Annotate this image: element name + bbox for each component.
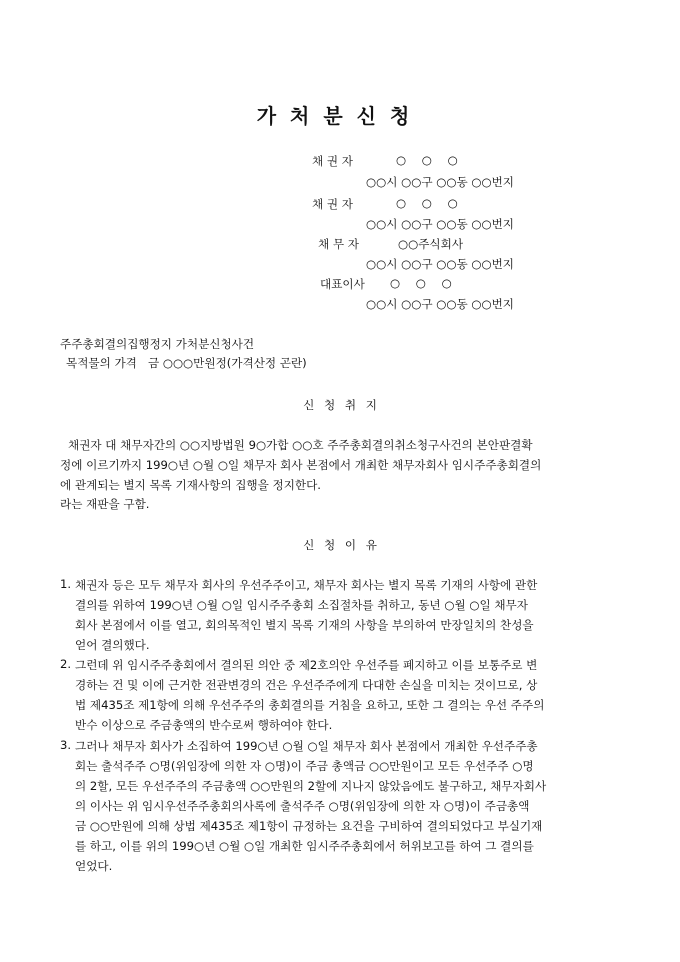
party-address-creditor-1: ○○시 ○○구 ○○동 ○○번지 xyxy=(366,175,514,189)
party-label-creditor-1: 채 권 자 xyxy=(312,154,353,168)
reason-number: 3. xyxy=(60,738,72,752)
reason-line: 회사 본점에서 이를 열고, 회의목적인 별지 목록 기재의 사항을 부의하여 만장일치의 찬성을 xyxy=(75,618,534,632)
reason-line: 결의를 위하여 199○년 ○월 ○일 임시주주총회 소집절차를 취하고, 동년 ○월 ○일 채무자 xyxy=(75,598,528,612)
reason-line: 의 2할, 모든 우선주주의 주금총액 ○○만원의 2할에 지나지 않았음에도 불구하고, 채무자회사 xyxy=(75,779,547,793)
purpose-line: 라는 재판을 구함. xyxy=(60,497,150,511)
reason-line: 금 ○○만원에 의해 상법 제435조 제1항이 규정하는 요건을 구비하여 결의되었다고 부실기재 xyxy=(75,819,543,833)
reason-line: 그런데 위 임시주주총회에서 결의된 의안 중 제2호의안 우선주를 폐지하고 이를 보통주로 변 xyxy=(75,658,538,672)
reason-line: 얻었다. xyxy=(75,859,113,873)
reason-number: 1. xyxy=(60,577,72,591)
reason-number: 2. xyxy=(60,657,72,671)
purpose-line: 정에 이르기까지 199○년 ○월 ○일 채무자 회사 본점에서 개최한 채무자회사 임시주주총회결의 xyxy=(60,458,542,472)
party-label-debtor: 채 무 자 xyxy=(318,237,359,251)
party-label-representative: 대표이사 xyxy=(320,277,365,291)
party-name-representative: ○ ○ ○ xyxy=(390,276,452,290)
party-address-representative: ○○시 ○○구 ○○동 ○○번지 xyxy=(366,297,514,311)
reason-line: 의 이사는 위 임시우선주주총회의사록에 출석주주 ○명(위임장에 의한 자 ○명)이 주금총액 xyxy=(75,799,530,813)
party-name-creditor-1: ○ ○ ○ xyxy=(396,153,458,167)
party-name-creditor-2: ○ ○ ○ xyxy=(396,196,458,210)
reason-line: 경하는 건 및 이에 근거한 전관변경의 건은 우선주주에게 다대한 손실을 미치는 것이므로, 상 xyxy=(75,678,538,692)
case-name: 주주총회결의집행정지 가처분신청사건 xyxy=(60,337,255,351)
party-address-creditor-2: ○○시 ○○구 ○○동 ○○번지 xyxy=(366,217,514,231)
reason-line: 회는 출석주주 ○명(위임장에 의한 자 ○명)이 주금 총액금 ○○만원이고 모든 우선주주 ○명 xyxy=(75,759,534,773)
purpose-line: 에 관계되는 별지 목록 기재사항의 집행을 정지한다. xyxy=(60,478,321,492)
reason-line: 채권자 등은 모두 채무자 회사의 우선주주이고, 채무자 회사는 별지 목록 기재의 사항에 관한 xyxy=(75,578,538,592)
document-title: 가처분신청 xyxy=(256,104,424,128)
party-address-debtor: ○○시 ○○구 ○○동 ○○번지 xyxy=(366,257,514,271)
reason-heading: 신 청 이 유 xyxy=(303,538,377,552)
purpose-heading: 신 청 취 지 xyxy=(303,398,377,412)
object-value: 목적물의 가격 금 ○○○만원정(가격산정 곤란) xyxy=(66,356,307,370)
reason-line: 그러나 채무자 회사가 소집하여 199○년 ○월 ○일 채무자 회사 본점에서 개최한 우선주주총 xyxy=(75,739,538,753)
party-label-creditor-2: 채 권 자 xyxy=(312,197,353,211)
reason-line: 를 하고, 이를 위의 199○년 ○월 ○일 개최한 임시주주총회에서 허위보고를 하여 그 결의를 xyxy=(75,839,534,853)
reason-line: 반수 이상으로 주금총액의 반수로써 행하여야 한다. xyxy=(75,718,333,732)
party-name-debtor: ○○주식회사 xyxy=(398,237,464,251)
reason-line: 법 제435조 제1항에 의해 우선주주의 총회결의를 거침을 요하고, 또한 그 결의는 우선 주주의 xyxy=(75,698,545,712)
reason-line: 얻어 결의했다. xyxy=(75,638,150,652)
purpose-line: 채권자 대 채무자간의 ○○지방법원 9○가합 ○○호 주주총회결의취소청구사건의 본안판결확 xyxy=(68,438,533,452)
